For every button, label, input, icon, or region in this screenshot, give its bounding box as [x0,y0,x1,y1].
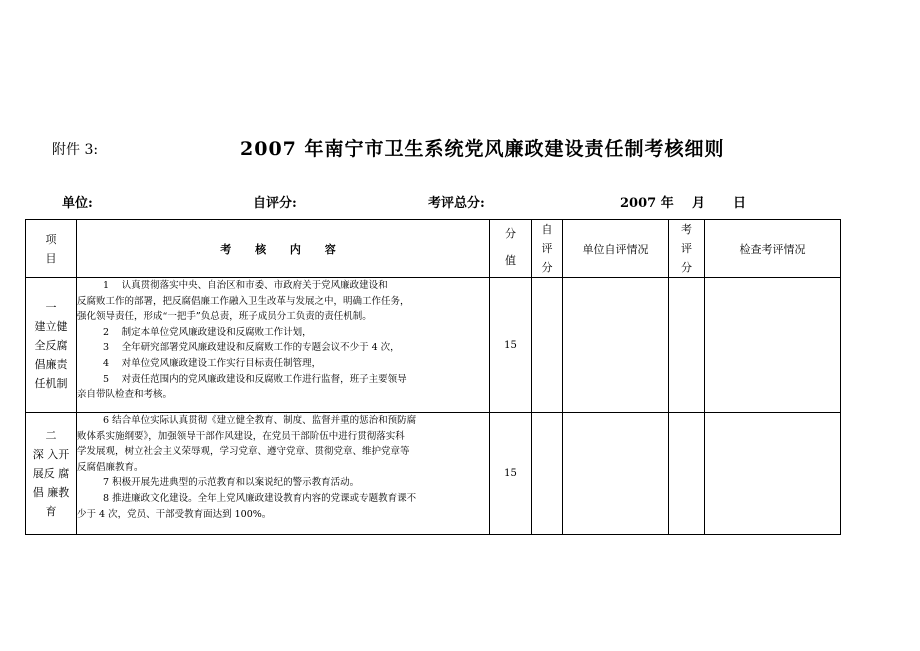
unit-label: 单位: [62,196,93,211]
attachment-label: 附件 3: [52,142,99,158]
header-eval-score: 考 评 分 [669,220,705,278]
table-row [26,278,841,413]
header-content: 考 核 内 容 [77,220,490,278]
row-unit-self-status-cell[interactable] [563,413,669,535]
day-label: 日 [733,196,747,211]
total-score-label: 考评总分: [428,196,485,211]
row-score: 15 [490,278,532,413]
row-item: 一 建立健 全反腐 倡廉责 任机制 [26,278,77,413]
row-content: 6 结合单位实际认真贯彻《建立健全教育、制度、监督并重的惩治和预防腐 败体系实施纲要》，加强领导干部作风建设，在党员干部阶伍中进行贯彻落实科 学发展观，树立社会主义荣辱观，学习党章、遵守党章、贯彻党章、维护党章等 反腐倡廉教育。 7 积极开展先进典型的示范教育和以案说纪的警示教育活动。 8 推进廉政文化建设。全年上党风廉政建设教育内容的党课或专题教育课不 少于 4 次，党员、干部受教育面达到 100%。 [77,413,490,535]
row-eval-score-cell[interactable] [669,413,705,535]
document-title: 2007 年南宁市卫生系统党风廉政建设责任制考核细则 [240,138,725,160]
header-row [26,220,841,278]
row-score: 15 [490,413,532,535]
row-eval-score-cell[interactable] [669,278,705,413]
month-label: 月 [692,196,706,211]
row-check-status-cell[interactable] [705,413,841,535]
assessment-table [25,219,841,535]
header-unit-self-status: 单位自评情况 [563,220,669,278]
row-self-eval-cell[interactable] [532,413,563,535]
header-item: 项 目 [26,220,77,278]
row-content: 1 认真贯彻落实中央、自治区和市委、市政府关于党风廉政建设和 反腐败工作的部署，把反腐倡廉工作融入卫生改革与发展之中，明确工作任务， 强化领导责任，形成“一把手”负总责，班子成员分工负责的责任机制。 2 制定本单位党风廉政建设和反腐败工作计划， 3 全年研究部署党风廉政建设和反腐败工作的专题会议不少于 4 次， 4 对单位党风廉政建设工作实行目标责任制管理， 5 对责任范围内的党风廉政建设和反腐败工作进行监督，班子主要领导 亲自带队检查和考核。 [77,278,490,413]
table-row [26,413,841,535]
row-unit-self-status-cell[interactable] [563,278,669,413]
self-score-label: 自评分: [253,196,297,211]
row-self-eval-cell[interactable] [532,278,563,413]
header-self-eval: 自 评 分 [532,220,563,278]
header-check-status: 检查考评情况 [705,220,841,278]
row-check-status-cell[interactable] [705,278,841,413]
year-label: 2007 年 [620,196,674,211]
row-item: 二 深 入开 展反 腐 倡 廉教 育 [26,413,77,535]
header-score: 分 值 [490,220,532,278]
